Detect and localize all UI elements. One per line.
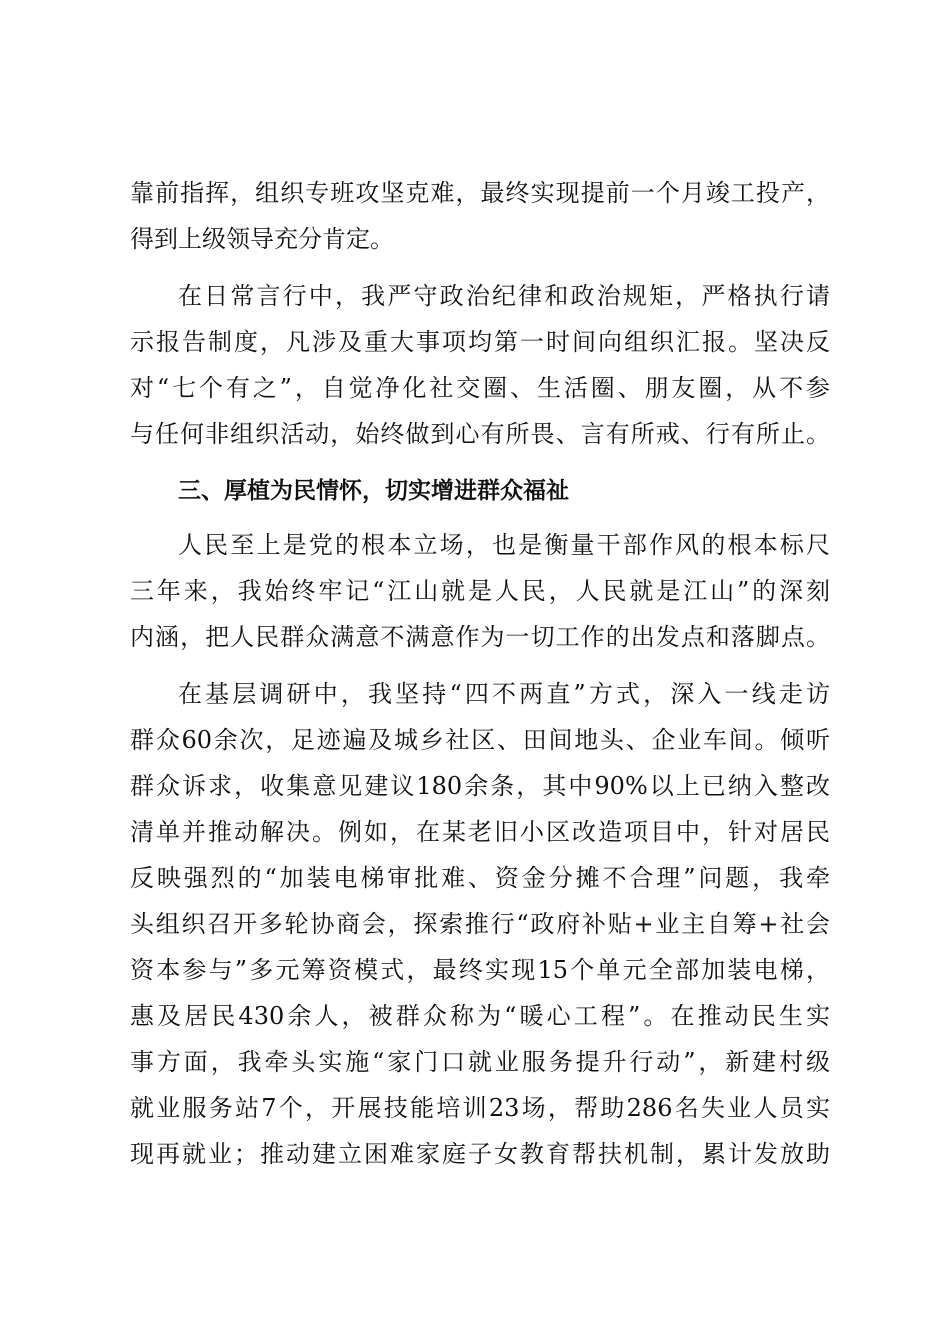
paragraph-line: 清单并推动解决。例如，在某老旧小区改造项目中，针对居民 (130, 818, 830, 846)
paragraph-line: 得到上级领导充分肯定。 (130, 225, 394, 253)
paragraph-line: 示报告制度，凡涉及重大事项均第一时间向组织汇报。坚决反 (130, 328, 830, 356)
paragraph-line: 三年来，我始终牢记“江山就是人民，人民就是江山”的深刻 (130, 577, 830, 605)
paragraph-line: 惠及居民430余人，被群众称为“暖心工程”。在推动民生实 (130, 1002, 830, 1030)
paragraph-line: 就业服务站7个，开展技能培训23场，帮助286名失业人员实 (130, 1094, 830, 1122)
paragraph-line: 现再就业；推动建立困难家庭子女教育帮扶机制，累计发放助 (130, 1140, 830, 1168)
paragraph-line: 群众诉求，收集意见建议180余条，其中90%以上已纳入整改 (130, 772, 830, 800)
paragraph-line: 内涵，把人民群众满意不满意作为一切工作的出发点和落脚点。 (130, 623, 830, 651)
paragraph-line: 与任何非组织活动，始终做到心有所畏、言有所戒、行有所止。 (130, 420, 830, 448)
paragraph-line: 对“七个有之”，自觉净化社交圈、生活圈、朋友圈，从不参 (130, 374, 830, 402)
section-heading: 三、厚植为民情怀，切实增进群众福祉 (178, 478, 569, 504)
paragraph-line: 事方面，我牵头实施“家门口就业服务提升行动”，新建村级 (130, 1048, 830, 1076)
paragraph-line: 群众60余次，足迹遍及城乡社区、田间地头、企业车间。倾听 (130, 726, 830, 754)
paragraph-line: 人民至上是党的根本立场，也是衡量干部作风的根本标尺 (178, 531, 830, 559)
paragraph-line: 头组织召开多轮协商会，探索推行“政府补贴+业主自筹+社会 (130, 910, 830, 938)
paragraph-line: 靠前指挥，组织专班攻坚克难，最终实现提前一个月竣工投产， (130, 179, 830, 207)
paragraph-line: 反映强烈的“加装电梯审批难、资金分摊不合理”问题，我牵 (130, 864, 830, 892)
paragraph-line: 在日常言行中，我严守政治纪律和政治规矩，严格执行请 (178, 282, 830, 310)
paragraph-line: 资本参与”多元筹资模式，最终实现15个单元全部加装电梯， (130, 956, 830, 984)
paragraph-line: 在基层调研中，我坚持“四不两直”方式，深入一线走访 (178, 680, 830, 708)
